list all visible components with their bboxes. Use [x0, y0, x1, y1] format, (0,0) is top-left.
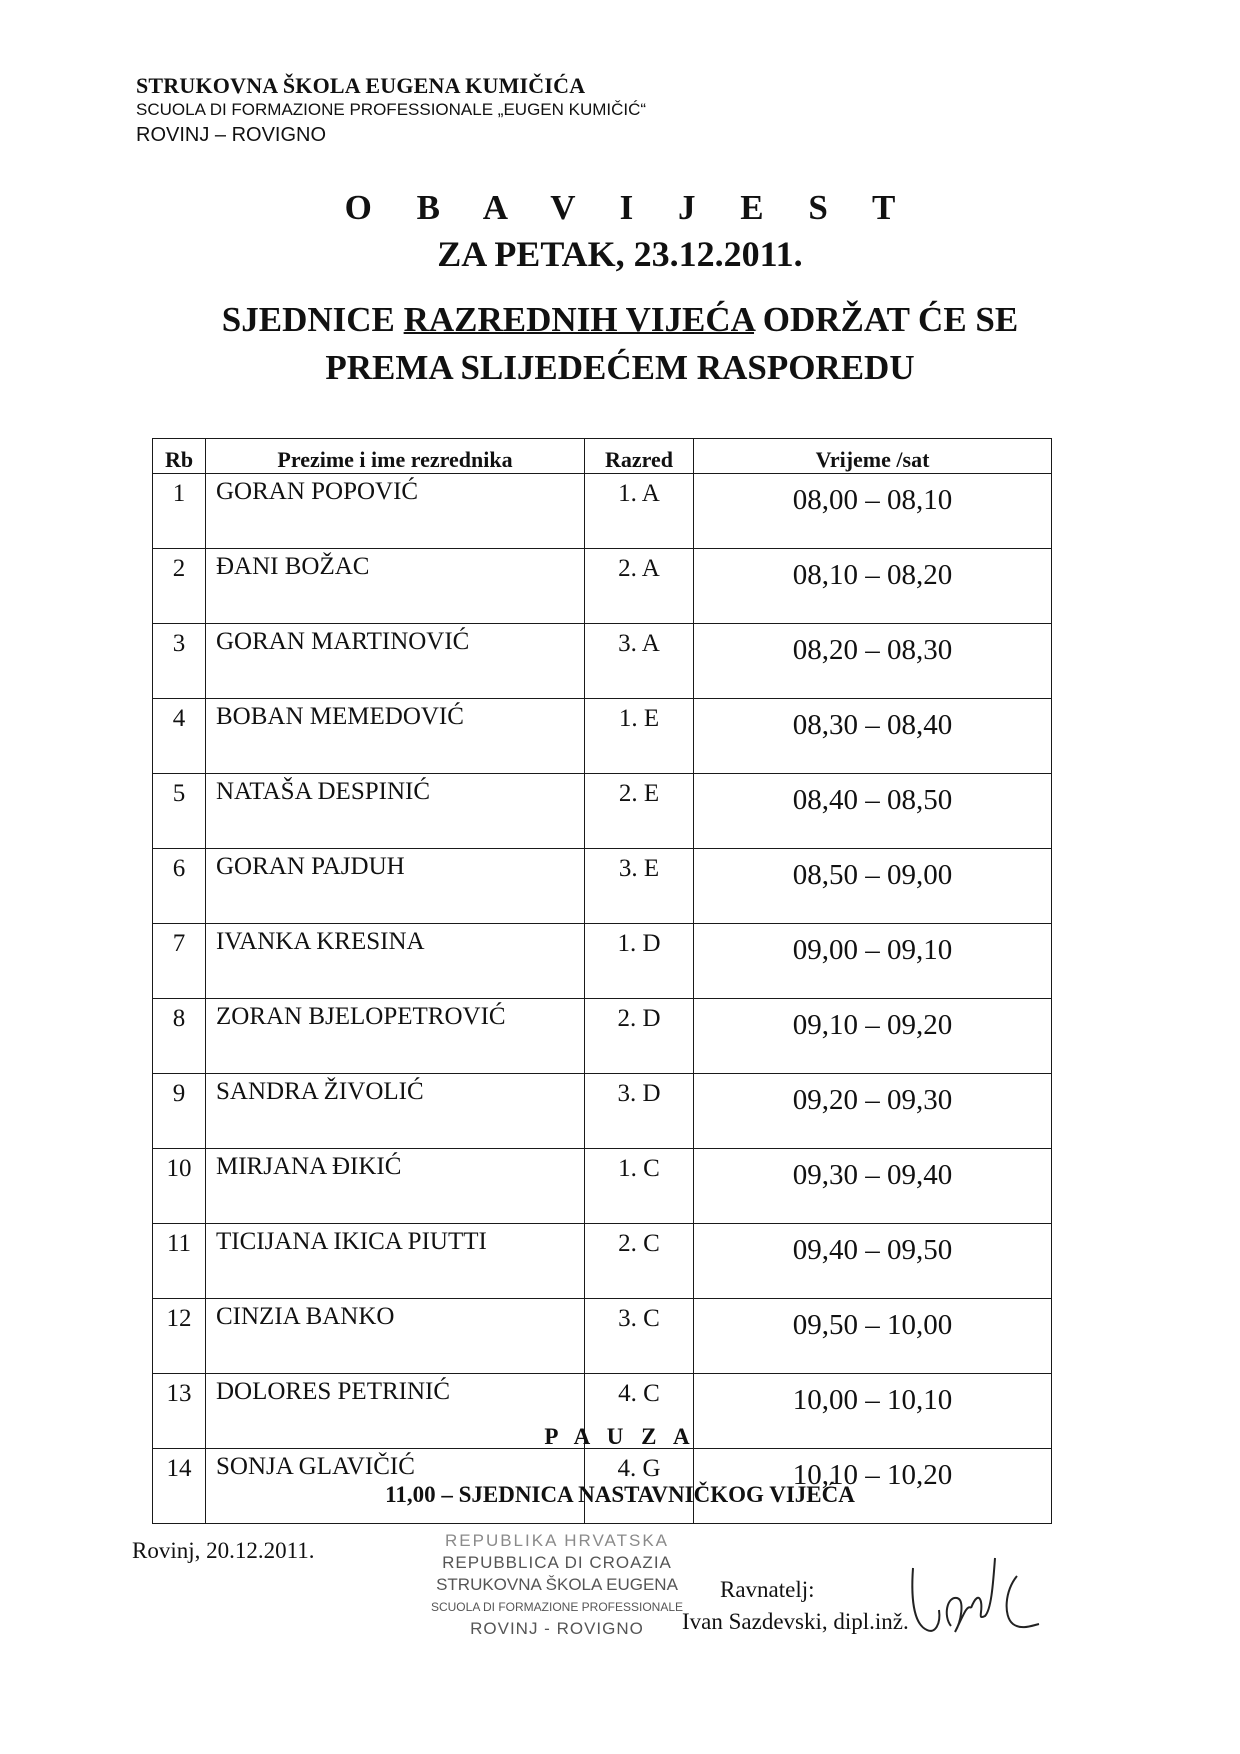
school-name-hr: STRUKOVNA ŠKOLA EUGENA KUMIČIĆA: [136, 73, 586, 98]
cell-class: 2. D: [585, 999, 694, 1074]
cell-rb: 3: [153, 624, 206, 699]
headline-line-2: PREMA SLIJEDEĆEM RASPOREDU: [325, 348, 915, 387]
table-row: [153, 924, 1052, 999]
cell-time: 08,00 – 08,10: [694, 474, 1052, 549]
table-row: [153, 1224, 1052, 1299]
cell-time: 08,20 – 08,30: [694, 624, 1052, 699]
cell-name: SANDRA ŽIVOLIĆ: [206, 1074, 585, 1149]
cell-rb: 2: [153, 549, 206, 624]
cell-rb: 5: [153, 774, 206, 849]
cell-rb: 10: [153, 1149, 206, 1224]
notice-date: ZA PETAK, 23.12.2011.: [437, 234, 803, 274]
table-row: [153, 849, 1052, 924]
signature-icon: [905, 1546, 1045, 1646]
cell-name: BOBAN MEMEDOVIĆ: [206, 699, 585, 774]
cell-time: 08,10 – 08,20: [694, 549, 1052, 624]
table-row: [153, 474, 1052, 549]
notice-title: [0, 186, 1240, 278]
cell-name: DOLORES PETRINIĆ: [206, 1374, 585, 1449]
cell-time: 09,50 – 10,00: [694, 1299, 1052, 1374]
cell-class: 1. E: [585, 699, 694, 774]
notice-heading: O B A V I J E S T: [344, 188, 914, 227]
headline-line-1: [0, 296, 1240, 344]
cell-name: ZORAN BJELOPETROVIĆ: [206, 999, 585, 1074]
cell-name: CINZIA BANKO: [206, 1299, 585, 1374]
teachers-meeting-line: 11,00 – SJEDNICA NASTAVNIČKOG VIJEĆA: [385, 1482, 855, 1507]
cell-rb: 14: [153, 1449, 206, 1524]
headline-part-1: SJEDNICE: [221, 300, 404, 339]
cell-class: 2. A: [585, 549, 694, 624]
cell-time: 10,00 – 10,10: [694, 1374, 1052, 1449]
cell-time: 10,10 – 10,20: [694, 1449, 1052, 1524]
schedule-table: [152, 438, 1052, 1524]
cell-time: 09,40 – 09,50: [694, 1224, 1052, 1299]
table-row: [153, 1149, 1052, 1224]
cell-rb: 11: [153, 1224, 206, 1299]
principal-role: Ravnatelj:: [720, 1577, 815, 1602]
header-name: Prezime i ime rezrednika: [206, 439, 585, 474]
notice-headline: [0, 296, 1240, 392]
table-row: [153, 774, 1052, 849]
cell-time: 09,00 – 09,10: [694, 924, 1052, 999]
cell-time: 08,50 – 09,00: [694, 849, 1052, 924]
headline-part-2: ODRŽAT ĆE SE: [754, 300, 1019, 339]
cell-rb: 8: [153, 999, 206, 1074]
school-header: [136, 74, 646, 148]
header-class: Razred: [585, 439, 694, 474]
cell-name: TICIJANA IKICA PIUTTI: [206, 1224, 585, 1299]
cell-rb: 9: [153, 1074, 206, 1149]
principal-block: [682, 1574, 909, 1638]
header-rb: Rb: [153, 439, 206, 474]
cell-class: 1. A: [585, 474, 694, 549]
header-time: Vrijeme /sat: [694, 439, 1052, 474]
stamp-line-3: STRUKOVNA ŠKOLA EUGENA: [436, 1575, 678, 1594]
cell-class: 3. D: [585, 1074, 694, 1149]
cell-time: 08,40 – 08,50: [694, 774, 1052, 849]
cell-rb: 1: [153, 474, 206, 549]
school-city: ROVINJ – ROVIGNO: [136, 124, 327, 146]
cell-rb: 7: [153, 924, 206, 999]
cell-class: 1. C: [585, 1149, 694, 1224]
cell-rb: 12: [153, 1299, 206, 1374]
cell-rb: 6: [153, 849, 206, 924]
table-row: [153, 549, 1052, 624]
cell-class: 3. C: [585, 1299, 694, 1374]
table-row: [153, 624, 1052, 699]
cell-class: 1. D: [585, 924, 694, 999]
pause-label: P A U Z A: [544, 1424, 696, 1449]
stamp-line-2: REPUBBLICA DI CROAZIA: [442, 1553, 672, 1572]
cell-name: GORAN PAJDUH: [206, 849, 585, 924]
cell-rb: 4: [153, 699, 206, 774]
official-stamp: [392, 1530, 722, 1640]
cell-time: 09,10 – 09,20: [694, 999, 1052, 1074]
cell-name: ĐANI BOŽAC: [206, 549, 585, 624]
stamp-line-1: REPUBLIKA HRVATSKA: [444, 1531, 669, 1550]
place-date: Rovinj, 20.12.2011.: [132, 1538, 315, 1563]
cell-rb: 13: [153, 1374, 206, 1449]
cell-name: GORAN POPOVIĆ: [206, 474, 585, 549]
stamp-line-4: SCUOLA DI FORMAZIONE PROFESSIONALE: [430, 1600, 684, 1614]
cell-class: 3. A: [585, 624, 694, 699]
cell-class: 3. E: [585, 849, 694, 924]
cell-name: MIRJANA ĐIKIĆ: [206, 1149, 585, 1224]
table-row: [153, 699, 1052, 774]
cell-class: 2. C: [585, 1224, 694, 1299]
table-row: [153, 1074, 1052, 1149]
cell-class: 4. G: [585, 1449, 694, 1524]
table-header-row: [153, 439, 1052, 474]
cell-time: 09,20 – 09,30: [694, 1074, 1052, 1149]
cell-name: NATAŠA DESPINIĆ: [206, 774, 585, 849]
school-name-it: SCUOLA DI FORMAZIONE PROFESSIONALE „EUGEN KUMIČIĆ“: [136, 100, 647, 119]
stamp-line-5: ROVINJ - ROVIGNO: [470, 1619, 644, 1638]
cell-time: 08,30 – 08,40: [694, 699, 1052, 774]
table-row: [153, 1299, 1052, 1374]
cell-time: 09,30 – 09,40: [694, 1149, 1052, 1224]
cell-name: IVANKA KRESINA: [206, 924, 585, 999]
cell-name: SONJA GLAVIČIĆ: [206, 1449, 585, 1524]
headline-underlined: RAZREDNIH VIJEĆA: [403, 300, 755, 339]
principal-name: Ivan Sazdevski, dipl.inž.: [682, 1609, 909, 1634]
cell-name: GORAN MARTINOVIĆ: [206, 624, 585, 699]
cell-class: 4. C: [585, 1374, 694, 1449]
table-row: [153, 999, 1052, 1074]
cell-class: 2. E: [585, 774, 694, 849]
